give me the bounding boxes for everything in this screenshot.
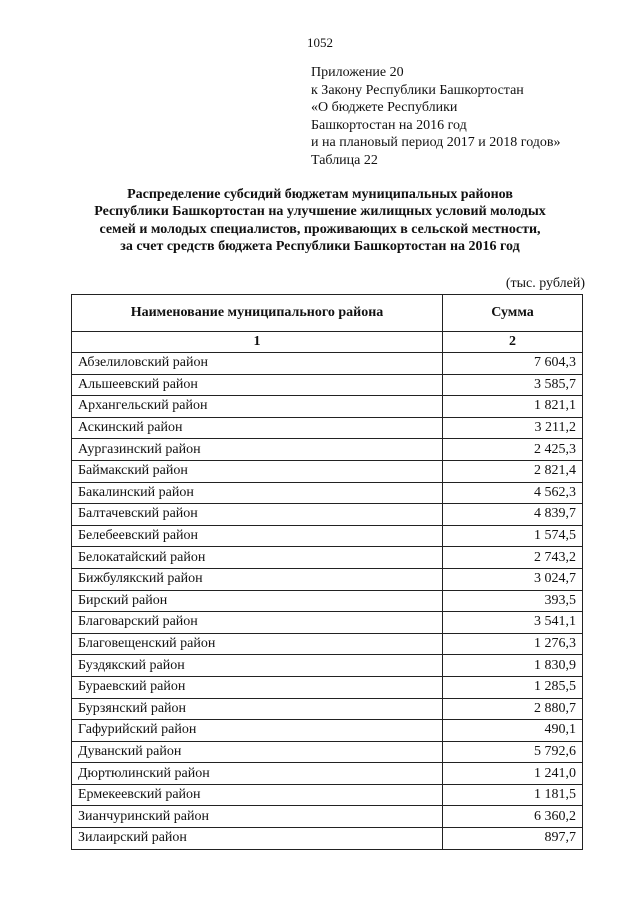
sum-cell: 393,5 (443, 590, 583, 612)
appendix-line: Башкортостан на 2016 год (311, 117, 467, 133)
sum-cell: 1 821,1 (443, 396, 583, 418)
appendix-line: Приложение 20 (311, 65, 404, 80)
appendix-line: «О бюджете Республики (311, 100, 458, 116)
title-line: семей и молодых специалистов, проживающих в сельской местности, (99, 221, 541, 237)
column-number-1: 1 (72, 332, 443, 353)
sum-cell: 2 880,7 (443, 698, 583, 720)
table-row (72, 353, 583, 375)
table-row (72, 612, 583, 634)
district-name-cell: Бакалинский район (72, 482, 443, 504)
units-label: (тыс. рублей) (505, 276, 585, 291)
sum-cell: 3 024,7 (443, 568, 583, 590)
district-name-cell: Благоварский район (72, 612, 443, 634)
title-line: Распределение субсидий бюджетам муниципальных районов (127, 187, 513, 202)
sum-cell: 1 181,5 (443, 784, 583, 806)
table-row (72, 482, 583, 504)
table-row (72, 763, 583, 785)
table-row (72, 784, 583, 806)
appendix-line: к Закону Республики Башкортостан (311, 82, 524, 98)
title-line: Республики Башкортостан на улучшение жилищных условий молодых (94, 204, 546, 220)
sum-cell: 2 743,2 (443, 547, 583, 569)
sum-cell: 1 276,3 (443, 633, 583, 655)
column-number-2: 2 (443, 332, 583, 353)
table-row (72, 720, 583, 742)
sum-cell: 1 285,5 (443, 676, 583, 698)
table-body (72, 353, 583, 850)
table-row (72, 547, 583, 569)
district-name-cell: Абзелиловский район (72, 353, 443, 375)
table-row (72, 396, 583, 418)
table-row (72, 525, 583, 547)
district-name-cell: Гафурийский район (72, 720, 443, 742)
district-name-cell: Ермекеевский район (72, 784, 443, 806)
district-name-cell: Благовещенский район (72, 633, 443, 655)
table-row (72, 698, 583, 720)
table-row (72, 633, 583, 655)
title-line: за счет средств бюджета Республики Башкортостан на 2016 год (120, 239, 520, 255)
table-row (72, 504, 583, 526)
sum-cell: 7 604,3 (443, 353, 583, 375)
sum-cell: 3 211,2 (443, 417, 583, 439)
appendix-line: и на плановый период 2017 и 2018 годов» (311, 135, 561, 151)
district-name-cell: Зилаирский район (72, 828, 443, 850)
sum-cell: 4 562,3 (443, 482, 583, 504)
district-name-cell: Бурзянский район (72, 698, 443, 720)
district-name-cell: Бирский район (72, 590, 443, 612)
district-name-cell: Балтачевский район (72, 504, 443, 526)
district-name-cell: Дюртюлинский район (72, 763, 443, 785)
header-district-name: Наименование муниципального района (72, 295, 443, 332)
district-name-cell: Дуванский район (72, 741, 443, 763)
table-row (72, 741, 583, 763)
sum-cell: 1 241,0 (443, 763, 583, 785)
sum-cell: 2 821,4 (443, 460, 583, 482)
table-row (72, 676, 583, 698)
sum-cell: 1 830,9 (443, 655, 583, 677)
page-number: 1052 (307, 35, 333, 50)
table-label: Таблица 22 (311, 152, 378, 168)
column-number-row (72, 332, 583, 353)
sum-cell: 6 360,2 (443, 806, 583, 828)
sum-cell: 3 585,7 (443, 374, 583, 396)
table-row (72, 374, 583, 396)
district-name-cell: Бижбулякский район (72, 568, 443, 590)
sum-cell: 1 574,5 (443, 525, 583, 547)
table-row (72, 828, 583, 850)
appendix-block (311, 64, 561, 170)
sum-cell: 2 425,3 (443, 439, 583, 461)
sum-cell: 3 541,1 (443, 612, 583, 634)
district-name-cell: Аскинский район (72, 417, 443, 439)
table-row (72, 568, 583, 590)
district-name-cell: Буздякский район (72, 655, 443, 677)
header-sum: Сумма (443, 295, 583, 332)
table-header-row (72, 295, 583, 332)
document-title (60, 186, 580, 256)
table-row (72, 806, 583, 828)
sum-cell: 5 792,6 (443, 741, 583, 763)
subsidy-table (71, 294, 583, 850)
district-name-cell: Альшеевский район (72, 374, 443, 396)
district-name-cell: Бураевский район (72, 676, 443, 698)
district-name-cell: Архангельский район (72, 396, 443, 418)
district-name-cell: Зианчуринский район (72, 806, 443, 828)
table-row (72, 590, 583, 612)
sum-cell: 490,1 (443, 720, 583, 742)
table-row (72, 439, 583, 461)
district-name-cell: Баймакский район (72, 460, 443, 482)
table-row (72, 417, 583, 439)
sum-cell: 897,7 (443, 828, 583, 850)
table-row (72, 655, 583, 677)
sum-cell: 4 839,7 (443, 504, 583, 526)
table-row (72, 460, 583, 482)
district-name-cell: Аургазинский район (72, 439, 443, 461)
district-name-cell: Белебеевский район (72, 525, 443, 547)
district-name-cell: Белокатайский район (72, 547, 443, 569)
